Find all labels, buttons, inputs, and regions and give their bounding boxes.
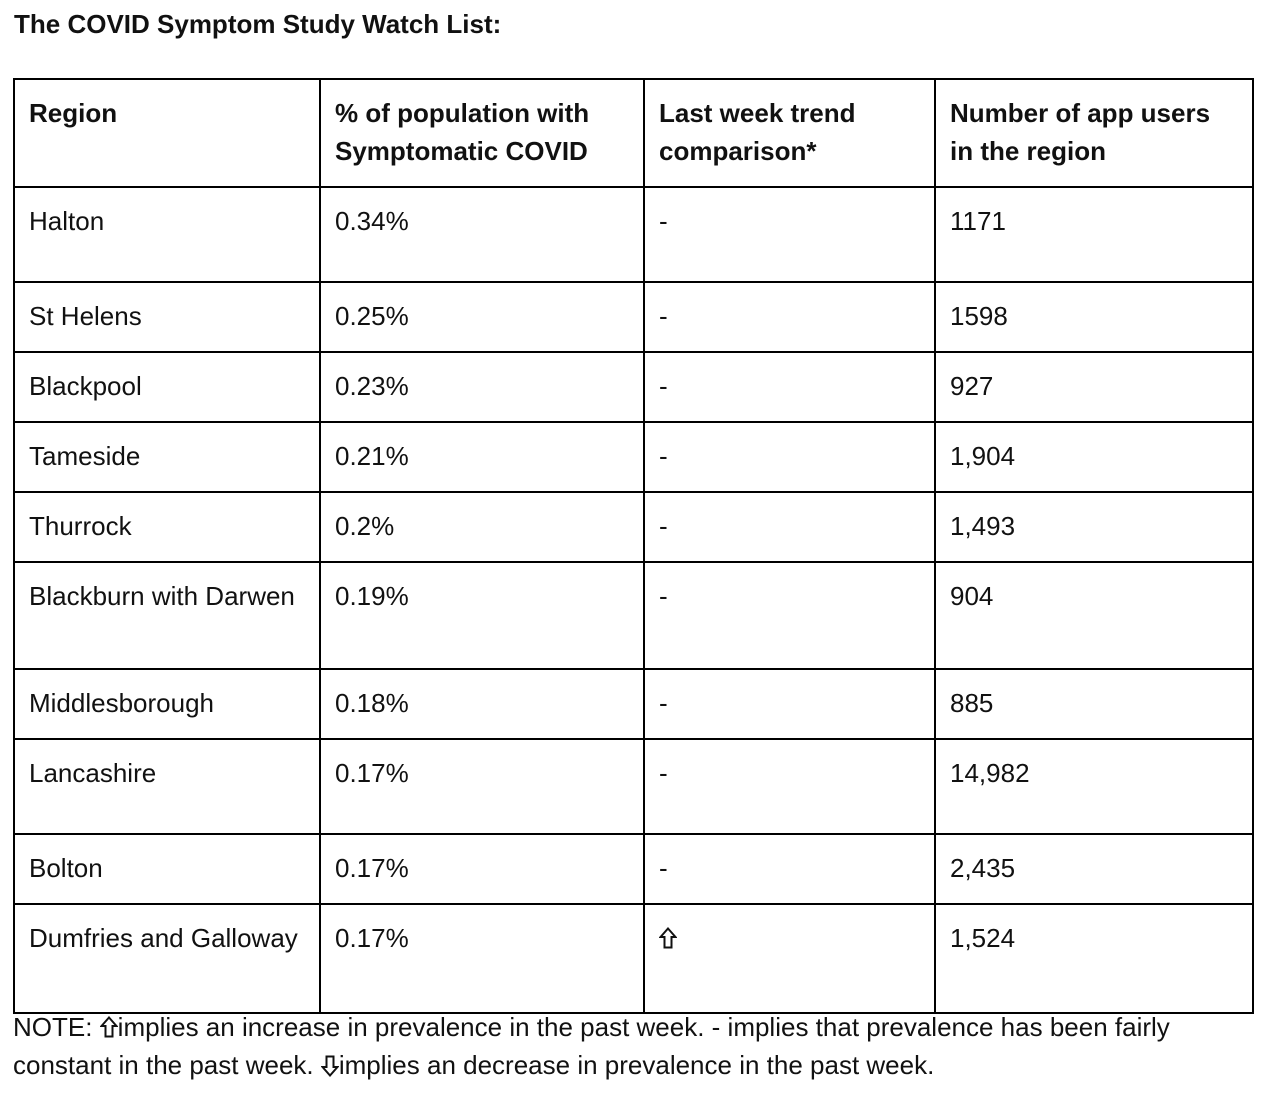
- cell-users: 1,524: [935, 904, 1253, 1013]
- cell-percent: 0.34%: [320, 187, 644, 282]
- table-footnote: [13, 1008, 1275, 1084]
- table-row: [14, 492, 1253, 562]
- cell-percent: 0.17%: [320, 834, 644, 904]
- cell-region: Blackpool: [14, 352, 320, 422]
- cell-region: Thurrock: [14, 492, 320, 562]
- cell-region: Dumfries and Galloway: [14, 904, 320, 1013]
- cell-users: 1598: [935, 282, 1253, 352]
- table-row: [14, 562, 1253, 669]
- cell-trend: -: [644, 187, 935, 282]
- cell-trend: -: [644, 669, 935, 739]
- cell-users: 1171: [935, 187, 1253, 282]
- header-percent-population: % of population with Symptomatic COVID: [320, 79, 644, 187]
- cell-region: Bolton: [14, 834, 320, 904]
- cell-percent: 0.2%: [320, 492, 644, 562]
- cell-trend: -: [644, 562, 935, 669]
- cell-region: Halton: [14, 187, 320, 282]
- cell-trend: [644, 904, 935, 1013]
- note-decrease-text: implies an decrease in prevalence in the past week.: [338, 1050, 935, 1080]
- cell-trend: -: [644, 834, 935, 904]
- cell-users: 1,904: [935, 422, 1253, 492]
- header-region: Region: [14, 79, 320, 187]
- page-title: The COVID Symptom Study Watch List:: [14, 9, 502, 39]
- cell-trend: -: [644, 282, 935, 352]
- table-row: [14, 669, 1253, 739]
- up-arrow-icon: [100, 1016, 118, 1038]
- cell-percent: 0.23%: [320, 352, 644, 422]
- header-trend: Last week trend comparison*: [644, 79, 935, 187]
- table-row: [14, 422, 1253, 492]
- cell-region: Tameside: [14, 422, 320, 492]
- cell-trend: -: [644, 422, 935, 492]
- cell-trend: -: [644, 492, 935, 562]
- watch-list-table: [13, 78, 1254, 1014]
- up-arrow-icon: [659, 927, 677, 949]
- down-arrow-icon: [321, 1055, 339, 1077]
- cell-users: 927: [935, 352, 1253, 422]
- table-row: [14, 352, 1253, 422]
- cell-region: St Helens: [14, 282, 320, 352]
- cell-region: Middlesborough: [14, 669, 320, 739]
- cell-trend: -: [644, 352, 935, 422]
- cell-trend: -: [644, 739, 935, 834]
- cell-users: 1,493: [935, 492, 1253, 562]
- cell-region: Blackburn with Darwen: [14, 562, 320, 669]
- cell-users: 2,435: [935, 834, 1253, 904]
- cell-users: 885: [935, 669, 1253, 739]
- header-app-users: Number of app users in the region: [935, 79, 1253, 187]
- table-row: [14, 282, 1253, 352]
- table-row: [14, 739, 1253, 834]
- table-row: [14, 834, 1253, 904]
- note-increase-text: implies an increase in prevalence in the past week. - implies that prevalence has been fairly constant in the past week.: [13, 1012, 1170, 1080]
- table-row: [14, 904, 1253, 1013]
- table-header-row: [14, 79, 1253, 187]
- cell-percent: 0.19%: [320, 562, 644, 669]
- cell-percent: 0.18%: [320, 669, 644, 739]
- cell-users: 904: [935, 562, 1253, 669]
- cell-percent: 0.17%: [320, 739, 644, 834]
- cell-users: 14,982: [935, 739, 1253, 834]
- table-row: [14, 187, 1253, 282]
- note-prefix: NOTE:: [13, 1012, 100, 1042]
- cell-percent: 0.25%: [320, 282, 644, 352]
- cell-percent: 0.21%: [320, 422, 644, 492]
- cell-region: Lancashire: [14, 739, 320, 834]
- cell-percent: 0.17%: [320, 904, 644, 1013]
